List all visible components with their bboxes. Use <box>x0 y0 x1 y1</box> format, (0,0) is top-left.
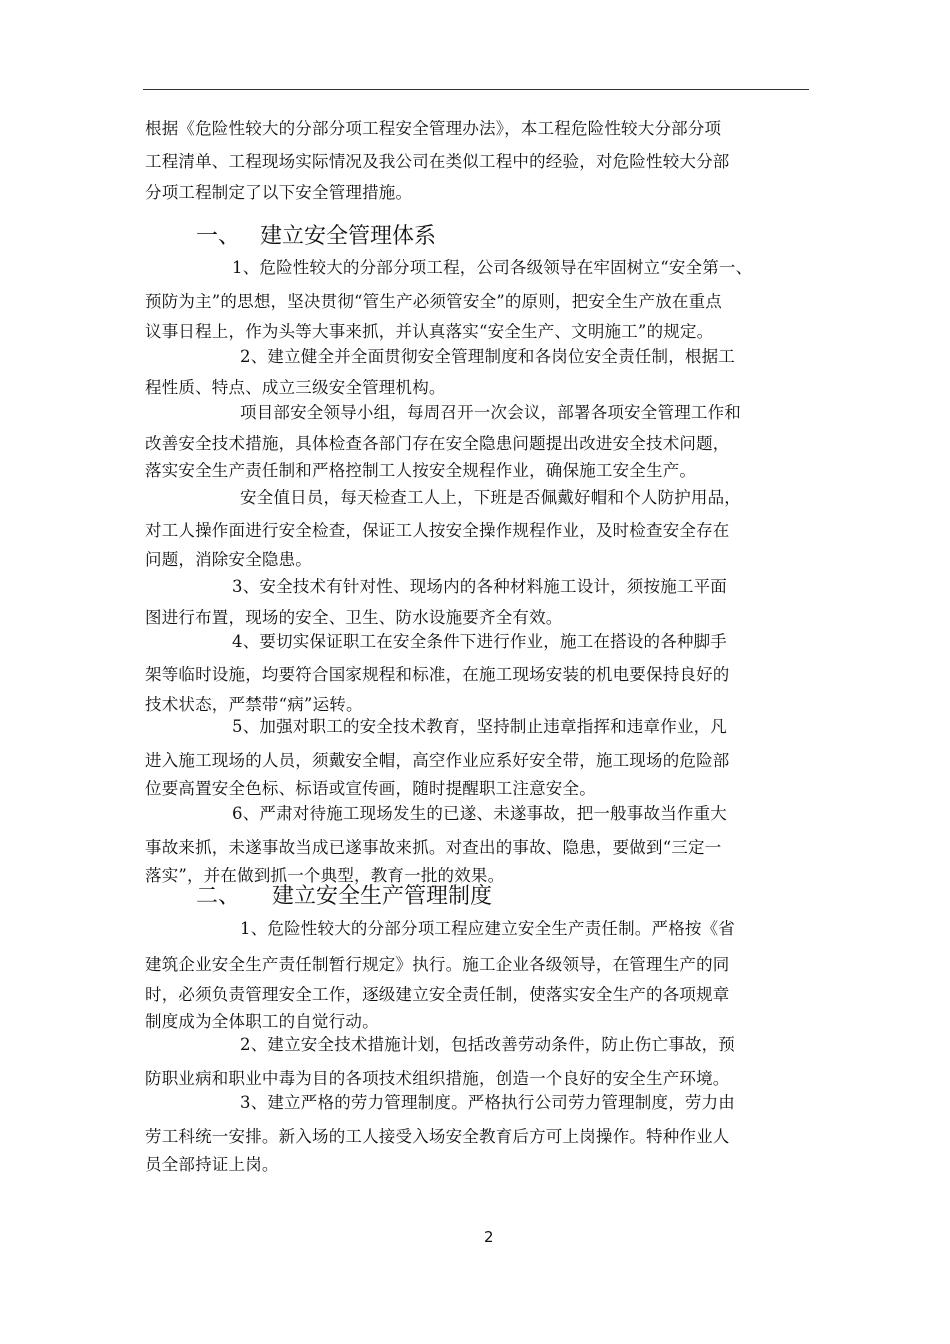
body-line: 位要高置安全色标、标语或宣传画，随时提醒职工注意安全。 <box>145 779 596 798</box>
body-line: 事故来抓，未遂事故当成已遂事故来抓。对查出的事故、隐患，要做到“三定一 <box>145 838 722 857</box>
body-line: 员全部持证上岗。 <box>145 1155 279 1174</box>
body-line: 落实”，并在做到抓一个典型，教育一批的效果。 <box>145 866 505 885</box>
section-2-title: 建立安全生产管理制度 <box>272 884 493 909</box>
section-1-number: 一、 <box>196 224 241 249</box>
body-line: 进入施工现场的人员，须戴安全帽，高空作业应系好安全带，施工现场的危险部 <box>145 751 730 770</box>
body-line: 建筑企业安全生产责任制暂行规定》执行。施工企业各级领导，在管理生产的同 <box>145 955 730 974</box>
body-line: 安全值日员，每天检查工人上，下班是否佩戴好帽和个人防护用品， <box>240 488 741 507</box>
body-line: 改善安全技术措施，具体检查各部门存在安全隐患问题提出改进安全技术问题， <box>145 434 730 453</box>
body-line: 5、加强对职工的安全技术教育，坚持制止违章指挥和违章作业，凡 <box>232 717 727 736</box>
body-line: 制度成为全体职工的自觉行动。 <box>145 1012 379 1031</box>
intro-line: 根据《危险性较大的分部分项工程安全管理办法》，本工程危险性较大分部分项 <box>145 119 722 138</box>
body-line: 3、安全技术有针对性、现场内的各种材料施工设计，须按施工平面 <box>232 577 727 596</box>
intro-line: 分项工程制定了以下安全管理措施。 <box>145 183 413 202</box>
body-line: 落实安全生产责任制和严格控制工人按安全规程作业，确保施工安全生产。 <box>145 461 697 480</box>
page-number: 2 <box>484 1228 494 1246</box>
body-line: 对工人操作面进行安全检查，保证工人按安全操作规程作业，及时检查安全存在 <box>145 521 730 540</box>
section-2-heading <box>196 884 492 910</box>
intro-line: 工程清单、工程现场实际情况及我公司在类似工程中的经验，对危险性较大分部 <box>145 152 730 171</box>
body-line: 时，必须负责管理安全工作，逐级建立安全责任制，使落实安全生产的各项规章 <box>145 985 730 1004</box>
body-line: 3、建立严格的劳力管理制度。严格执行公司劳力管理制度，劳力由 <box>240 1093 735 1112</box>
body-line: 防职业病和职业中毒为目的各项技术组织措施，创造一个良好的安全生产环境。 <box>145 1069 730 1088</box>
body-line: 4、要切实保证职工在安全条件下进行作业，施工在搭设的各种脚手 <box>232 632 727 651</box>
body-line: 架等临时设施，均要符合国家规程和标准，在施工现场安装的机电要保持良好的 <box>145 665 730 684</box>
body-line: 预防为主”的思想，坚决贯彻“管生产必须管安全”的原则，把安全生产放在重点 <box>145 292 723 311</box>
section-1-title: 建立安全管理体系 <box>260 224 437 249</box>
body-line: 2、建立健全并全面贯彻安全管理制度和各岗位安全责任制，根据工 <box>240 347 735 366</box>
body-line: 项目部安全领导小组，每周召开一次会议，部署各项安全管理工作和 <box>240 403 741 422</box>
body-line: 问题，消除安全隐患。 <box>145 550 312 569</box>
section-1-heading <box>196 224 436 250</box>
body-line: 1、危险性较大的分部分项工程，公司各级领导在牢固树立“安全第一、 <box>232 258 753 277</box>
body-line: 劳工科统一安排。新入场的工人接受入场安全教育后方可上岗操作。特种作业人 <box>145 1127 730 1146</box>
body-line: 议事日程上，作为头等大事来抓，并认真落实“安全生产、文明施工”的规定。 <box>145 322 714 341</box>
body-line: 2、建立安全技术措施计划，包括改善劳动条件，防止伤亡事故，预 <box>240 1035 735 1054</box>
body-line: 图进行布置，现场的安全、卫生、防水设施要齐全有效。 <box>145 608 563 627</box>
body-line: 程性质、特点、成立三级安全管理机构。 <box>145 378 446 397</box>
body-line: 技术状态，严禁带“病”运转。 <box>145 695 363 714</box>
section-2-number: 二、 <box>196 884 241 909</box>
body-line: 6、严肃对待施工现场发生的已遂、未遂事故，把一般事故当作重大 <box>232 804 727 823</box>
header-rule <box>143 89 809 90</box>
body-line: 1、危险性较大的分部分项工程应建立安全生产责任制。严格按《省 <box>240 919 735 938</box>
